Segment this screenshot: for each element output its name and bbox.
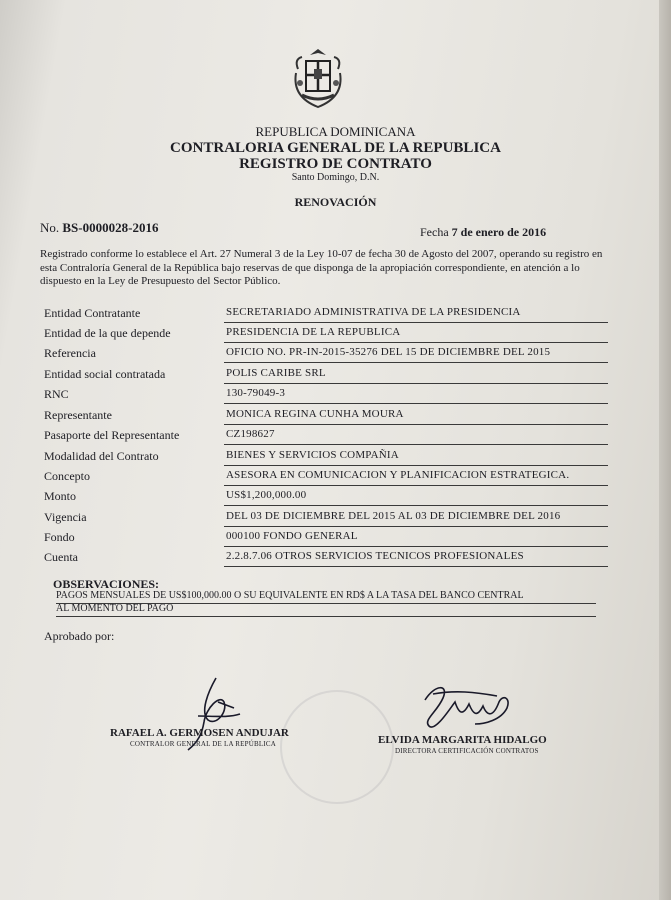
field-value: MONICA REGINA CUNHA MOURA (224, 408, 608, 425)
field-label: Fondo (44, 530, 75, 544)
field-value: POLIS CARIBE SRL (224, 367, 608, 384)
field-label: Modalidad del Contrato (44, 449, 159, 463)
field-value: DEL 03 DE DICIEMBRE DEL 2015 AL 03 DE DICIEMBRE DEL 2016 (224, 510, 608, 527)
field-value: BIENES Y SERVICIOS COMPAÑIA (224, 449, 608, 466)
country-heading: REPUBLICA DOMINICANA (255, 124, 416, 139)
field-row (44, 530, 610, 550)
signature-hidalgo (415, 680, 525, 735)
field-label: RNC (44, 387, 69, 401)
field-value: 000100 FONDO GENERAL (224, 530, 608, 547)
field-row (44, 449, 610, 469)
field-label: Cuenta (44, 550, 78, 564)
contract-number (40, 220, 158, 236)
field-row (44, 469, 610, 489)
date-value: 7 de enero de 2016 (451, 225, 547, 239)
field-row (44, 550, 610, 570)
field-label: Entidad social contratada (44, 367, 166, 381)
intro-paragraph: Registrado conforme lo establece el Art. 27 Numeral 3 de la Ley 10-07 de fecha 30 de Agosto del 2007, operando su registro en esta Contraloría General de la República bajo reservas de que disponga de la apropiación correspondiente, en atención a lo dispuesto en la Ley de Presupuesto del Sector Público. (40, 248, 603, 287)
registry-heading: REGISTRO DE CONTRATO (239, 156, 432, 172)
date-label: Fecha (420, 225, 452, 239)
field-value: US$1,200,000.00 (224, 489, 608, 506)
field-row (44, 306, 610, 326)
field-label: Entidad de la que depende (44, 326, 171, 340)
field-label: Representante (44, 408, 112, 422)
field-label: Monto (44, 489, 77, 503)
city-subheading: Santo Domingo, D.N. (291, 172, 380, 183)
field-row (44, 428, 610, 448)
signatory-2-name: ELVIDA MARGARITA HIDALGO (378, 734, 547, 746)
field-row (44, 489, 610, 509)
signatory-1-name: RAFAEL A. GERMOSEN ANDUJAR (110, 727, 289, 739)
field-row (44, 387, 610, 407)
field-label: Concepto (44, 469, 90, 483)
observation-line: PAGOS MENSUALES DE US$100,000.00 O SU EQUIVALENTE EN RD$ A LA TASA DEL BANCO CENTRAL (56, 590, 596, 604)
field-row (44, 346, 610, 366)
field-value: PRESIDENCIA DE LA REPUBLICA (224, 326, 608, 343)
document-date (420, 225, 546, 240)
field-row (44, 326, 610, 346)
contract-number-value: BS-0000028-2016 (62, 220, 159, 235)
signatory-1-title: CONTRALOR GENERAL DE LA REPÚBLICA (130, 740, 276, 748)
field-row (44, 367, 610, 387)
field-value: 130-79049-3 (224, 387, 608, 404)
signatory-2-title: DIRECTORA CERTIFICACIÓN CONTRATOS (395, 747, 539, 755)
field-label: Entidad Contratante (44, 306, 141, 320)
document-type-heading: RENOVACIÓN (294, 195, 377, 209)
institution-heading: CONTRALORIA GENERAL DE LA REPUBLICA (170, 140, 501, 156)
field-value: ASESORA EN COMUNICACION Y PLANIFICACION ESTRATEGICA. (224, 469, 608, 486)
coat-of-arms-seal (288, 45, 348, 111)
field-row (44, 510, 610, 530)
observations-title: OBSERVACIONES: (53, 577, 160, 591)
field-value: 2.2.8.7.06 OTROS SERVICIOS TECNICOS PROFESIONALES (224, 550, 608, 567)
field-label: Referencia (44, 346, 96, 360)
faint-stamp (280, 690, 394, 804)
field-label: Pasaporte del Representante (44, 428, 180, 442)
field-row (44, 408, 610, 428)
approved-by-label: Aprobado por: (44, 629, 115, 643)
observation-line: AL MOMENTO DEL PAGO (56, 603, 596, 617)
contract-number-label: No. (40, 220, 63, 235)
field-value: SECRETARIADO ADMINISTRATIVA DE LA PRESIDENCIA (224, 306, 608, 323)
field-value: OFICIO NO. PR-IN-2015-35276 DEL 15 DE DICIEMBRE DEL 2015 (224, 346, 608, 363)
field-label: Vigencia (44, 510, 87, 524)
field-value: CZ198627 (224, 428, 608, 445)
